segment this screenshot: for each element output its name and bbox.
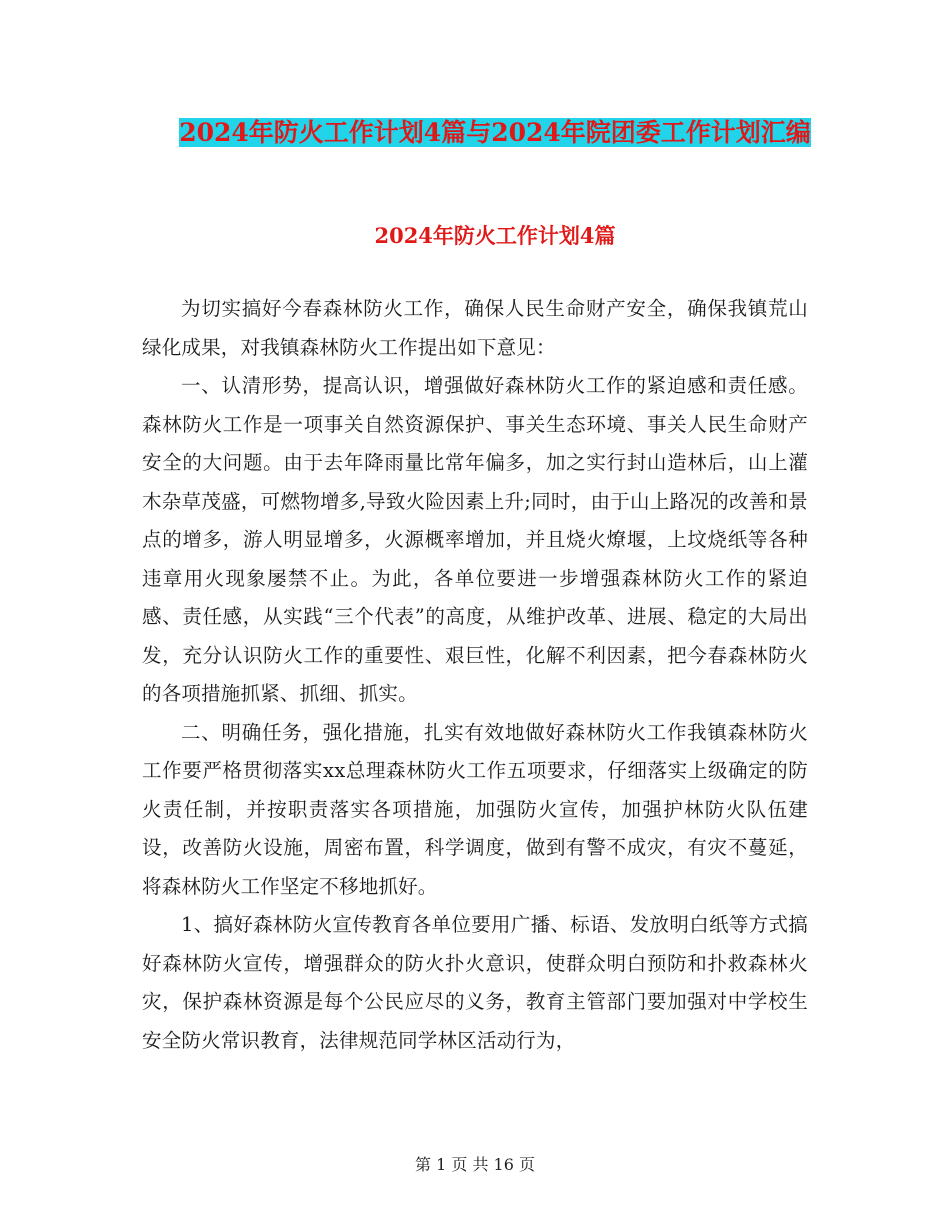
paragraph: 一、认清形势，提高认识，增强做好森林防火工作的紧迫感和责任感。森林防火工作是一项事关自然资源保护、事关生态环境、事关人民生命财产安全的大问题。由于去年降雨量比常年偏多，加之实行封山造林后，山上灌木杂草茂盛，可燃物增多,导致火险因素上升;同时，由于山上路况的改善和景点的增多，游人明显增多，火源概率增加，并且烧火燎堰，上坟烧纸等各种违章用火现象屡禁不止。为此，各单位要进一步增强森林防火工作的紧迫感、责任感，从实践“三个代表”的高度，从维护改革、进展、稳定的大局出发，充分认识防火工作的重要性、艰巨性，化解不利因素，把今春森林防火的各项措施抓紧、抓细、抓实。 [142,374,808,705]
document-title [140,112,850,154]
document-title-text: 2024年防火工作计划4篇与2024年院团委工作计划汇编 [179,118,811,147]
paragraph: 1、搞好森林防火宣传教育各单位要用广播、标语、发放明白纸等方式搞好森林防火宣传，增强群众的防火扑火意识，使群众明白预防和扑救森林火灾，保护森林资源是每个公民应尽的义务，教育主管部门要加强对中学校生安全防火常识教育，法律规范同学林区活动行为， [142,913,808,1052]
paragraph: 为切实搞好今春森林防火工作，确保人民生命财产安全，确保我镇荒山绿化成果，对我镇森林防火工作提出如下意见： [142,297,808,359]
paragraph: 二、明确任务，强化措施，扎实有效地做好森林防火工作我镇森林防火工作要严格贯彻落实xx总理森林防火工作五项要求，仔细落实上级确定的防火责任制，并按职责落实各项措施，加强防火宣传，加强护林防火队伍建设，改善防火设施，周密布置，科学调度，做到有警不成灾，有灾不蔓延，将森林防火工作坚定不移地抓好。 [142,720,808,898]
document-body [142,290,808,1060]
page-footer: 第 1 页 共 16 页 [415,1155,535,1174]
section-title: 2024年防火工作计划4篇 [374,223,616,248]
